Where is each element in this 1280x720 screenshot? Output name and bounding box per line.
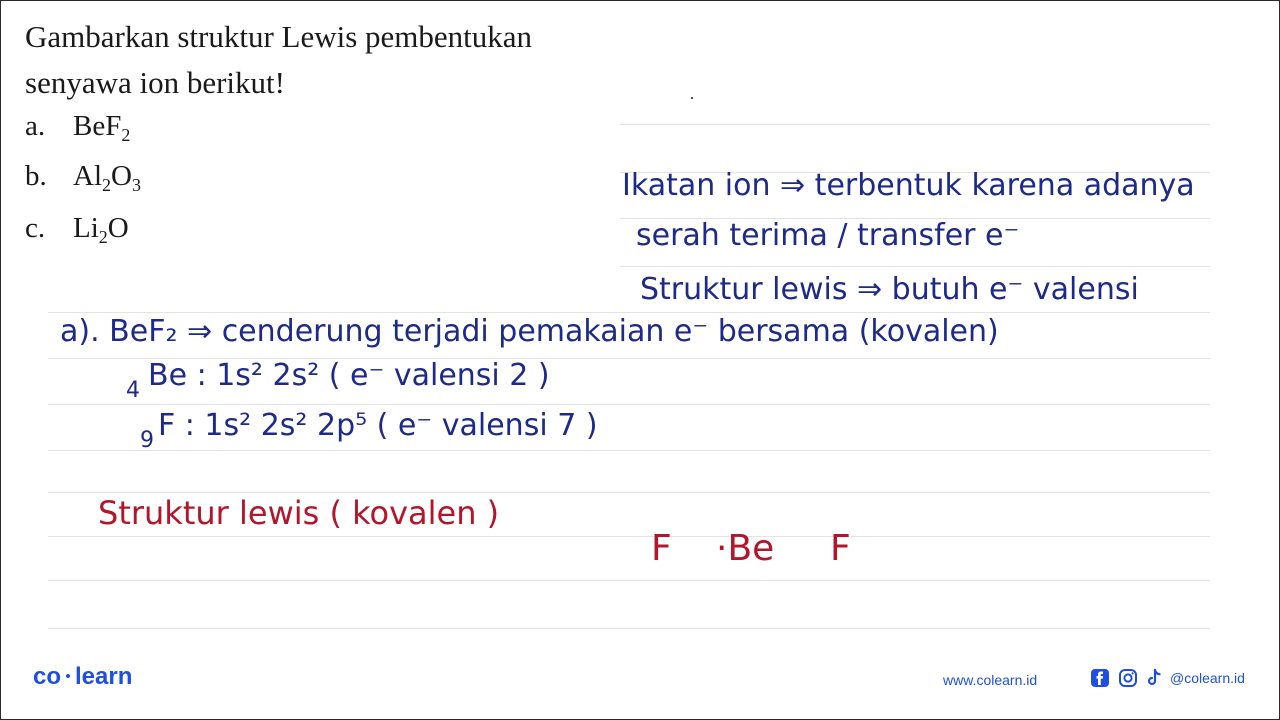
option-label: b.: [25, 160, 47, 192]
lewis-structure-heading: Struktur lewis ( kovalen ): [98, 494, 500, 532]
formula: BeF: [73, 110, 122, 142]
notebook-rule: [48, 580, 1210, 581]
lewis-fluorine-left: F: [651, 528, 672, 569]
notebook-rule: [48, 492, 1210, 493]
part-a-heading: a). BeF₂ ⇒ cenderung terjadi pemakaian e⁻ bersama (kovalen): [60, 314, 999, 349]
question-line-1: Gambarkan struktur Lewis pembentukan: [25, 19, 533, 54]
notebook-rule: [48, 312, 1210, 313]
notebook-rule: [48, 628, 1210, 629]
question-text: [25, 14, 532, 106]
tiktok-icon[interactable]: [1144, 668, 1164, 688]
notebook-rule: [620, 124, 1210, 125]
f-atomic-number: 9: [140, 428, 154, 453]
be-atomic-number: 4: [126, 378, 140, 403]
instagram-icon[interactable]: [1118, 668, 1138, 688]
social-links: [1090, 668, 1245, 688]
note-lewis-valence: Struktur lewis ⇒ butuh e⁻ valensi: [640, 272, 1139, 307]
f-electron-config: F : 1s² 2s² 2p⁵ ( e⁻ valensi 7 ): [158, 408, 598, 443]
logo-right: learn: [75, 663, 133, 690]
formula-subscript: 3: [131, 175, 141, 195]
notebook-rule: [48, 450, 1210, 451]
logo-dot: [66, 674, 70, 678]
option-label: a.: [25, 110, 46, 142]
notebook-rule: [620, 266, 1210, 267]
lewis-fluorine-right: F: [830, 528, 851, 569]
formula: O: [111, 160, 132, 192]
colearn-logo[interactable]: [33, 663, 132, 691]
note-ikatan-ion-line1: Ikatan ion ⇒ terbentuk karena adanya: [622, 168, 1195, 203]
option-a: [25, 110, 130, 146]
formula-subscript: 2: [98, 227, 108, 247]
option-c: [25, 212, 129, 248]
pen-dot: [691, 97, 693, 99]
formula: Al: [73, 160, 102, 192]
option-b: [25, 160, 141, 196]
notebook-rule: [48, 536, 1210, 537]
notebook-rule: [48, 404, 1210, 405]
be-electron-config: Be : 1s² 2s² ( e⁻ valensi 2 ): [148, 358, 550, 393]
lewis-beryllium: ·Be: [716, 528, 775, 569]
facebook-icon[interactable]: [1090, 668, 1110, 688]
formula-subscript: 2: [121, 125, 131, 145]
formula-subscript: 2: [102, 175, 111, 195]
note-ikatan-ion-line2: serah terima / transfer e⁻: [636, 218, 1020, 253]
question-line-2: senyawa ion berikut!: [25, 65, 285, 100]
option-label: c.: [25, 212, 46, 244]
formula: O: [107, 212, 129, 244]
website-link[interactable]: www.colearn.id: [943, 672, 1038, 688]
formula: Li: [73, 212, 99, 244]
social-handle[interactable]: @colearn.id: [1170, 670, 1245, 686]
logo-left: co: [33, 663, 62, 690]
